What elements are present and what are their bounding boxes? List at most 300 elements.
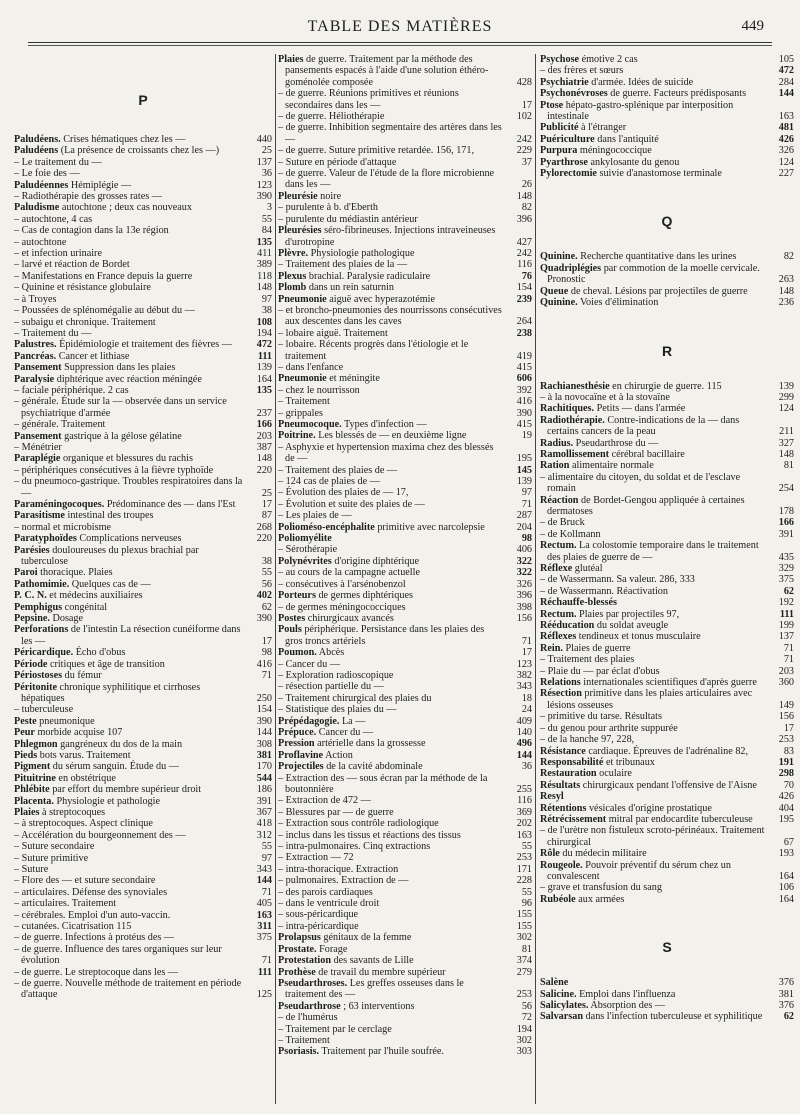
page-ref: 308: [256, 738, 272, 750]
page-ref: 144: [256, 727, 272, 739]
entry-text: Paludéens (La présence de croissants chez les —): [14, 145, 220, 157]
index-entry: [540, 631, 794, 642]
entry-text: Radiothérapie. Contre-indications de la — dans certains cancers de la peau: [540, 414, 740, 438]
page-ref: 71: [521, 498, 532, 510]
entry-text: – de l'urètre non fistuleux scroto-périnéaux. Traitement chirurgical: [540, 825, 765, 848]
index-entry: [540, 563, 794, 574]
page-ref: 17: [261, 635, 272, 647]
page-ref: 329: [778, 563, 794, 574]
index-entry: [540, 263, 794, 286]
page-ref: 192: [778, 597, 794, 609]
page-ref: 419: [516, 350, 532, 362]
page-ref: 81: [521, 943, 532, 955]
entry-heading: Resyl: [540, 791, 564, 803]
index-entry: [278, 978, 532, 1001]
entry-text: Pancréas. Cancer et lithiase: [14, 350, 130, 362]
index-entry: [278, 898, 532, 909]
page-ref: 111: [257, 966, 272, 978]
page-ref: 409: [516, 715, 532, 727]
page-ref: 55: [261, 213, 272, 225]
entry-text: – de guerre. Infections à protéus des —: [14, 932, 175, 944]
page-ref: 83: [783, 745, 794, 757]
entry-text: – Traitement des plaies de —: [278, 464, 398, 476]
entry-heading: Ration: [540, 460, 570, 472]
index-column-1: [14, 54, 272, 1106]
index-entry: [278, 967, 532, 978]
entry-heading: Paludéennes: [14, 179, 69, 191]
entry-text: – de guerre. Nouvelle méthode de traitement en période d'attaque: [14, 978, 242, 1001]
page-ref: 382: [516, 669, 532, 681]
entry-text: Salvarsan dans l'infection tuberculeuse et syphilitique: [540, 1011, 763, 1023]
index-entry: [14, 248, 272, 259]
entry-text: – Traitement des plaies: [540, 654, 635, 666]
index-column-3: [540, 54, 794, 1106]
entry-heading: Réaction: [540, 494, 579, 506]
index-entry: [278, 921, 532, 932]
entry-text: – Suture en période d'attaque: [278, 156, 397, 168]
page-ref: 55: [261, 567, 272, 579]
entry-heading: Rééducation: [540, 620, 595, 632]
entry-text: – larvé et réaction de Bordet: [14, 259, 130, 271]
index-entry: [540, 989, 794, 1000]
entry-heading: Paludisme: [14, 202, 60, 214]
entry-heading: Quadriplégies: [540, 262, 602, 274]
page-ref: 26: [521, 179, 532, 191]
index-entry: [14, 750, 272, 761]
entry-text: – Les plaies de —: [278, 510, 352, 522]
page-ref: 105: [778, 54, 794, 65]
page-ref: 427: [516, 236, 532, 248]
entry-heading: Publicité: [540, 122, 579, 134]
index-entry: [14, 419, 272, 430]
entry-text: – Accélération du bourgeonnement des —: [14, 829, 186, 841]
entry-text: – 124 cas de plaies de —: [278, 476, 380, 488]
entry-heading: Rectum.: [540, 540, 577, 552]
entry-heading: Pleurésie: [278, 190, 318, 202]
entry-heading: Placenta.: [14, 795, 54, 807]
entry-heading: Paraplégie: [14, 453, 61, 465]
index-entry: [14, 259, 272, 270]
page-ref: 137: [778, 631, 794, 643]
index-entry: [278, 328, 532, 339]
entry-text: Période critiques et âge de transition: [14, 658, 165, 670]
entry-text: – Sérothérapie: [278, 544, 338, 556]
entry-heading: Puériculture: [540, 133, 595, 145]
page-ref: 418: [256, 818, 272, 830]
index-entry: [278, 613, 532, 624]
index-entry: [14, 727, 272, 738]
index-entry: [14, 396, 272, 419]
index-entry: [278, 727, 532, 738]
entry-text: – de Wassermann. Sa valeur. 286, 333: [540, 574, 695, 586]
entry-text: – Statistique des plaies du —: [278, 704, 397, 716]
entry-text: – Extraction des — sous écran par la méthode de la boutonnière: [278, 772, 488, 795]
index-entry: [14, 339, 272, 350]
index-entry: [14, 168, 272, 179]
section-letter: P: [138, 92, 148, 108]
index-entry: [14, 385, 272, 396]
index-entry: [14, 932, 272, 943]
page-ref: 97: [261, 852, 272, 864]
entry-text: – dans l'enfance: [278, 361, 344, 373]
entry-text: – intra-péricardique: [278, 920, 359, 932]
page-ref: 111: [779, 608, 794, 620]
index-entry: [540, 122, 794, 133]
entry-text: Paraplégie organique et blessures du rachis: [14, 453, 193, 465]
entry-text: Rectum. La colostomie temporaire dans le traitement des plaies de guerre de —: [540, 540, 759, 563]
entry-heading: Paroi: [14, 567, 38, 579]
page-ref: 312: [256, 829, 272, 841]
page-ref: 298: [778, 768, 794, 780]
entry-heading: Poitrine.: [278, 430, 316, 442]
entry-heading: Projectiles: [278, 761, 324, 773]
page-ref: 70: [783, 779, 794, 791]
entry-text: Résultats chirurgicaux pendant l'offensive de l'Aisne: [540, 779, 757, 791]
page-ref: 381: [256, 749, 272, 761]
index-entry: [540, 746, 794, 757]
entry-heading: Responsabilité: [540, 756, 604, 768]
entry-text: – résection partielle du —: [278, 681, 384, 693]
entry-text: – Asphyxie et hypertension maxima chez des blessés de —: [278, 441, 494, 465]
page-ref: 195: [778, 813, 794, 825]
page-ref: 71: [261, 955, 272, 967]
page-ref: 343: [516, 681, 532, 693]
index-entry: [540, 791, 794, 802]
index-entry: [540, 768, 794, 779]
section-letter: Q: [661, 213, 673, 230]
index-entry: [14, 225, 272, 236]
entry-text: – Blessures par — de guerre: [278, 806, 394, 818]
index-entry: [278, 465, 532, 476]
entry-heading: Relations: [540, 677, 581, 689]
index-entry: [278, 202, 532, 213]
entry-text: Plaies à streptocoques: [14, 806, 106, 818]
index-entry: [14, 739, 272, 750]
entry-text: – Quinine et résistance globulaire: [14, 282, 151, 294]
page-ref: 396: [516, 213, 532, 225]
page-ref: 166: [256, 419, 272, 431]
entry-text: Réaction de Bordet-Gengou appliquée à certaines dermatoses: [540, 494, 745, 517]
index-entry: [540, 381, 794, 392]
page-ref: 56: [261, 578, 272, 590]
page-ref: 203: [778, 665, 794, 677]
entry-text: Ration alimentaire normale: [540, 460, 654, 472]
index-entry: [278, 408, 532, 419]
page-ref: 279: [516, 966, 532, 978]
entry-text: Paludéens. Crises hématiques chez les —: [14, 134, 186, 145]
page-ref: 84: [261, 225, 272, 237]
page-ref: 194: [516, 1023, 532, 1035]
index-entry: [278, 738, 532, 749]
entry-text: Salicylates. Absorption des —: [540, 1000, 666, 1011]
page-ref: 326: [516, 578, 532, 590]
entry-text: Pieds bots varus. Traitement: [14, 749, 131, 761]
index-entry: [540, 134, 794, 145]
page-ref: 148: [778, 448, 794, 460]
page-ref: 76: [521, 270, 532, 282]
page-ref: 155: [516, 920, 532, 932]
page-ref: 155: [516, 909, 532, 921]
entry-text: Pseudarthroses. Les greffes osseuses dans le traitement des —: [278, 977, 464, 1001]
index-entry: [14, 830, 272, 841]
page-ref: 381: [778, 988, 794, 1000]
index-entry: [278, 1035, 532, 1046]
page-ref: 253: [778, 734, 794, 746]
page-ref: 389: [256, 259, 272, 271]
index-entry: [540, 620, 794, 631]
entry-text: Pansement gastrique à la gélose gélatine: [14, 430, 182, 442]
entry-heading: Poumon.: [278, 647, 317, 659]
page-ref: 390: [256, 613, 272, 625]
index-entry: [14, 807, 272, 818]
index-entry: [14, 647, 272, 658]
page-ref: 163: [778, 111, 794, 123]
entry-text: – Flore des — et suture secondaire: [14, 875, 156, 887]
page-ref: 124: [778, 156, 794, 168]
entry-text: Pneumonie et méningite: [278, 373, 380, 385]
page-ref: 268: [256, 521, 272, 533]
page-ref: 56: [521, 1000, 532, 1012]
page-ref: 415: [516, 361, 532, 373]
index-entry: [540, 251, 794, 262]
page-ref: 71: [783, 642, 794, 654]
entry-text: – Extraction de 472 —: [278, 795, 371, 807]
entry-text: Prolapsus génitaux de la femme: [278, 932, 412, 944]
index-entry: [14, 317, 272, 328]
page-ref: 102: [516, 111, 532, 123]
entry-text: – grave et transfusion du sang: [540, 882, 662, 894]
entry-heading: Rétrécissement: [540, 813, 607, 825]
index-entry: [278, 887, 532, 898]
entry-text: Restauration oculaire: [540, 768, 632, 780]
index-entry: [540, 814, 794, 825]
entry-text: Publicité à l'étranger: [540, 122, 627, 134]
entry-text: – de guerre. Influence des tares organiques sur leur évolution: [14, 943, 222, 967]
index-entry: [278, 510, 532, 521]
entry-text: – générale. Traitement: [14, 419, 106, 431]
entry-heading: Psychose: [540, 54, 580, 65]
page-ref: 195: [516, 453, 532, 465]
page-ref: 62: [261, 601, 272, 613]
page-ref: 118: [257, 270, 272, 282]
entry-text: Ptose hépato-gastro-splénique par interposition intestinale: [540, 99, 734, 123]
page-ref: 62: [783, 1011, 794, 1023]
page-ref: 211: [779, 426, 794, 438]
entry-heading: Poliomyélite: [278, 533, 332, 545]
entry-text: Ramollissement cérébral bacillaire: [540, 448, 685, 460]
index-entry: [278, 875, 532, 886]
entry-text: – périphériques consécutives à la fièvre typhoïde: [14, 464, 214, 476]
page-ref: 253: [516, 989, 532, 1001]
index-entry: [540, 597, 794, 608]
entry-heading: Phlegmon: [14, 738, 58, 750]
page-ref: 194: [256, 327, 272, 339]
entry-text: Paratyphoïdes Complications nerveuses: [14, 533, 182, 545]
entry-text: [278, 533, 504, 544]
index-entry: [278, 248, 532, 259]
index-entry: [14, 841, 272, 852]
index-entry: [540, 780, 794, 791]
entry-text: – tuberculeuse: [14, 704, 74, 716]
index-entry: [14, 271, 272, 282]
index-entry: [540, 472, 794, 495]
index-entry: [540, 574, 794, 585]
entry-text: – au cours de la campagne actuelle: [278, 567, 420, 579]
page-ref: 71: [783, 654, 794, 666]
index-entry: [14, 659, 272, 670]
index-entry: [14, 522, 272, 533]
index-entry: [278, 1046, 532, 1057]
index-entry: [540, 848, 794, 859]
page-ref: 398: [516, 601, 532, 613]
entry-text: – primitive du tarse. Résultats: [540, 711, 662, 723]
index-entry: [14, 978, 272, 1001]
index-entry: [540, 688, 794, 711]
entry-heading: Pemphigus: [14, 601, 63, 613]
index-entry: [14, 887, 272, 898]
entry-heading: Paludéens.: [14, 134, 61, 145]
entry-heading: Radiothérapie.: [540, 414, 605, 426]
entry-heading: Psoriasis.: [278, 1046, 320, 1058]
entry-text: Plexus brachial. Paralysie radiculaire: [278, 270, 431, 282]
index-entry: [278, 225, 532, 248]
entry-heading: Rougeole.: [540, 859, 583, 871]
entry-heading: Pression: [278, 738, 315, 750]
entry-text: – Cas de contagion dans la 13e région: [14, 225, 169, 237]
entry-text: – alimentaire du citoyen, du soldat et de l'esclave romain: [540, 471, 741, 495]
index-entry: [278, 909, 532, 920]
entry-heading: Pleurésies: [278, 225, 322, 237]
entry-text: – et infection urinaire: [14, 248, 102, 260]
entry-text: Parésies douloureuses du plexus brachial par tuberculose: [14, 544, 199, 568]
index-entry: [14, 510, 272, 521]
page-ref: 302: [516, 932, 532, 944]
entry-text: Pouls périphérique. Persistance dans les plaies des gros troncs artériels: [278, 624, 485, 647]
entry-text: Péricardique. Écho d'obus: [14, 647, 126, 659]
page-ref: 154: [256, 704, 272, 716]
page-ref: 38: [261, 305, 272, 317]
page-ref: 164: [778, 870, 794, 882]
entry-text: – Le traitement du —: [14, 156, 102, 168]
index-entry: [278, 773, 532, 796]
index-entry: [278, 647, 532, 658]
index-entry: [278, 864, 532, 875]
entry-text: Péritonite chronique syphilitique et cirrhoses hépatiques: [14, 681, 201, 704]
entry-text: Paraméningocoques. Prédominance des — dans l'Est: [14, 499, 236, 510]
entry-text: – Traitement du —: [14, 327, 92, 339]
entry-heading: Prépédagogie.: [278, 715, 340, 727]
entry-text: – à streptocoques. Aspect clinique: [14, 818, 153, 830]
index-entry: [14, 761, 272, 772]
page-ref: 367: [256, 806, 272, 818]
entry-text: – Extraction sous contrôle radiologique: [278, 818, 439, 830]
entry-text: Paroi thoracique. Plaies: [14, 567, 113, 579]
page-title: TABLE DES MATIÈRES: [307, 18, 493, 35]
index-entry: [14, 351, 272, 362]
page-ref: 18: [521, 692, 532, 704]
page-ref: 124: [778, 403, 794, 415]
page-ref: 237: [256, 407, 272, 419]
index-entry: [540, 711, 794, 722]
page-ref: 405: [256, 898, 272, 910]
page-ref: 17: [521, 647, 532, 659]
entry-heading: Rubéole: [540, 893, 576, 905]
entry-text: – inclus dans les tissus et réactions des tissus: [278, 829, 461, 841]
index-entry: [14, 853, 272, 864]
entry-text: Réflexe glutéal: [540, 563, 603, 574]
entry-heading: Réflexe: [540, 563, 573, 574]
page-ref: 284: [778, 76, 794, 88]
index-entry: [540, 609, 794, 620]
index-entry: [540, 392, 794, 403]
index-entry: [540, 65, 794, 76]
index-entry: [540, 438, 794, 449]
page-ref: 322: [516, 555, 532, 567]
entry-text: Phlegmon gangréneux du dos de la main: [14, 738, 183, 750]
page-ref: 17: [521, 99, 532, 111]
entry-heading: Pancréas.: [14, 350, 57, 362]
page-ref: 55: [261, 841, 272, 853]
page-ref: 144: [256, 875, 272, 887]
entry-heading: Réchauffe-blessés: [540, 597, 617, 609]
entry-heading: Purpura: [540, 145, 578, 157]
entry-text: – grippales: [278, 407, 323, 419]
entry-text: Polioméso-encéphalite primitive avec narcolepsie: [278, 521, 485, 533]
page-ref: 406: [516, 544, 532, 556]
entry-text: Rachianesthésie en chirurgie de guerre. 115: [540, 380, 722, 392]
entry-text: – lobaire. Récents progrès dans l'étiologie et le traitement: [278, 339, 469, 362]
entry-text: – générale. Étude sur la — observée dans un service psychiatrique d'armée: [14, 396, 227, 419]
entry-text: Résection primitive dans les plaies articulaires avec lésions osseuses: [540, 688, 753, 711]
page-ref: 343: [256, 864, 272, 875]
page-ref: 193: [778, 848, 794, 860]
entry-heading: Rachitiques.: [540, 403, 595, 415]
page-ref: 440: [256, 134, 272, 145]
page-ref: 391: [778, 528, 794, 540]
index-entry: [278, 111, 532, 122]
page-ref: 144: [516, 749, 532, 761]
index-entry: [540, 415, 794, 438]
page-ref: 202: [516, 818, 532, 830]
entry-heading: Plaies: [278, 54, 304, 65]
index-entry: [278, 305, 532, 328]
index-entry: [14, 374, 272, 385]
entry-heading: Pituitrine: [14, 772, 56, 784]
entry-heading: Peste: [14, 715, 37, 727]
entry-heading: Périostoses: [14, 670, 63, 682]
entry-text: Pigment du sérum sanguin. Étude du —: [14, 761, 179, 773]
index-entry: [278, 704, 532, 715]
entry-text: [540, 977, 766, 988]
index-entry: [278, 670, 532, 681]
page-ref: 191: [778, 756, 794, 768]
page-ref: 82: [521, 202, 532, 214]
entry-heading: Pepsine.: [14, 613, 50, 625]
page-ref: 163: [256, 909, 272, 921]
page-ref: 390: [256, 191, 272, 203]
entry-text: Poumon. Abcès: [278, 647, 345, 659]
entry-text: – Poussées de splénomégalie au début du —: [14, 305, 195, 317]
index-entry: [14, 305, 272, 316]
entry-heading: Pylorectomie: [540, 168, 597, 180]
index-entry: [540, 666, 794, 677]
entry-heading: Protestation: [278, 955, 332, 967]
entry-heading: Réflexes: [540, 631, 577, 643]
entry-text: – de Bruck: [540, 517, 585, 529]
index-entry: [540, 77, 794, 88]
page-ref: 387: [256, 441, 272, 453]
entry-heading: Rachianesthésie: [540, 380, 610, 392]
